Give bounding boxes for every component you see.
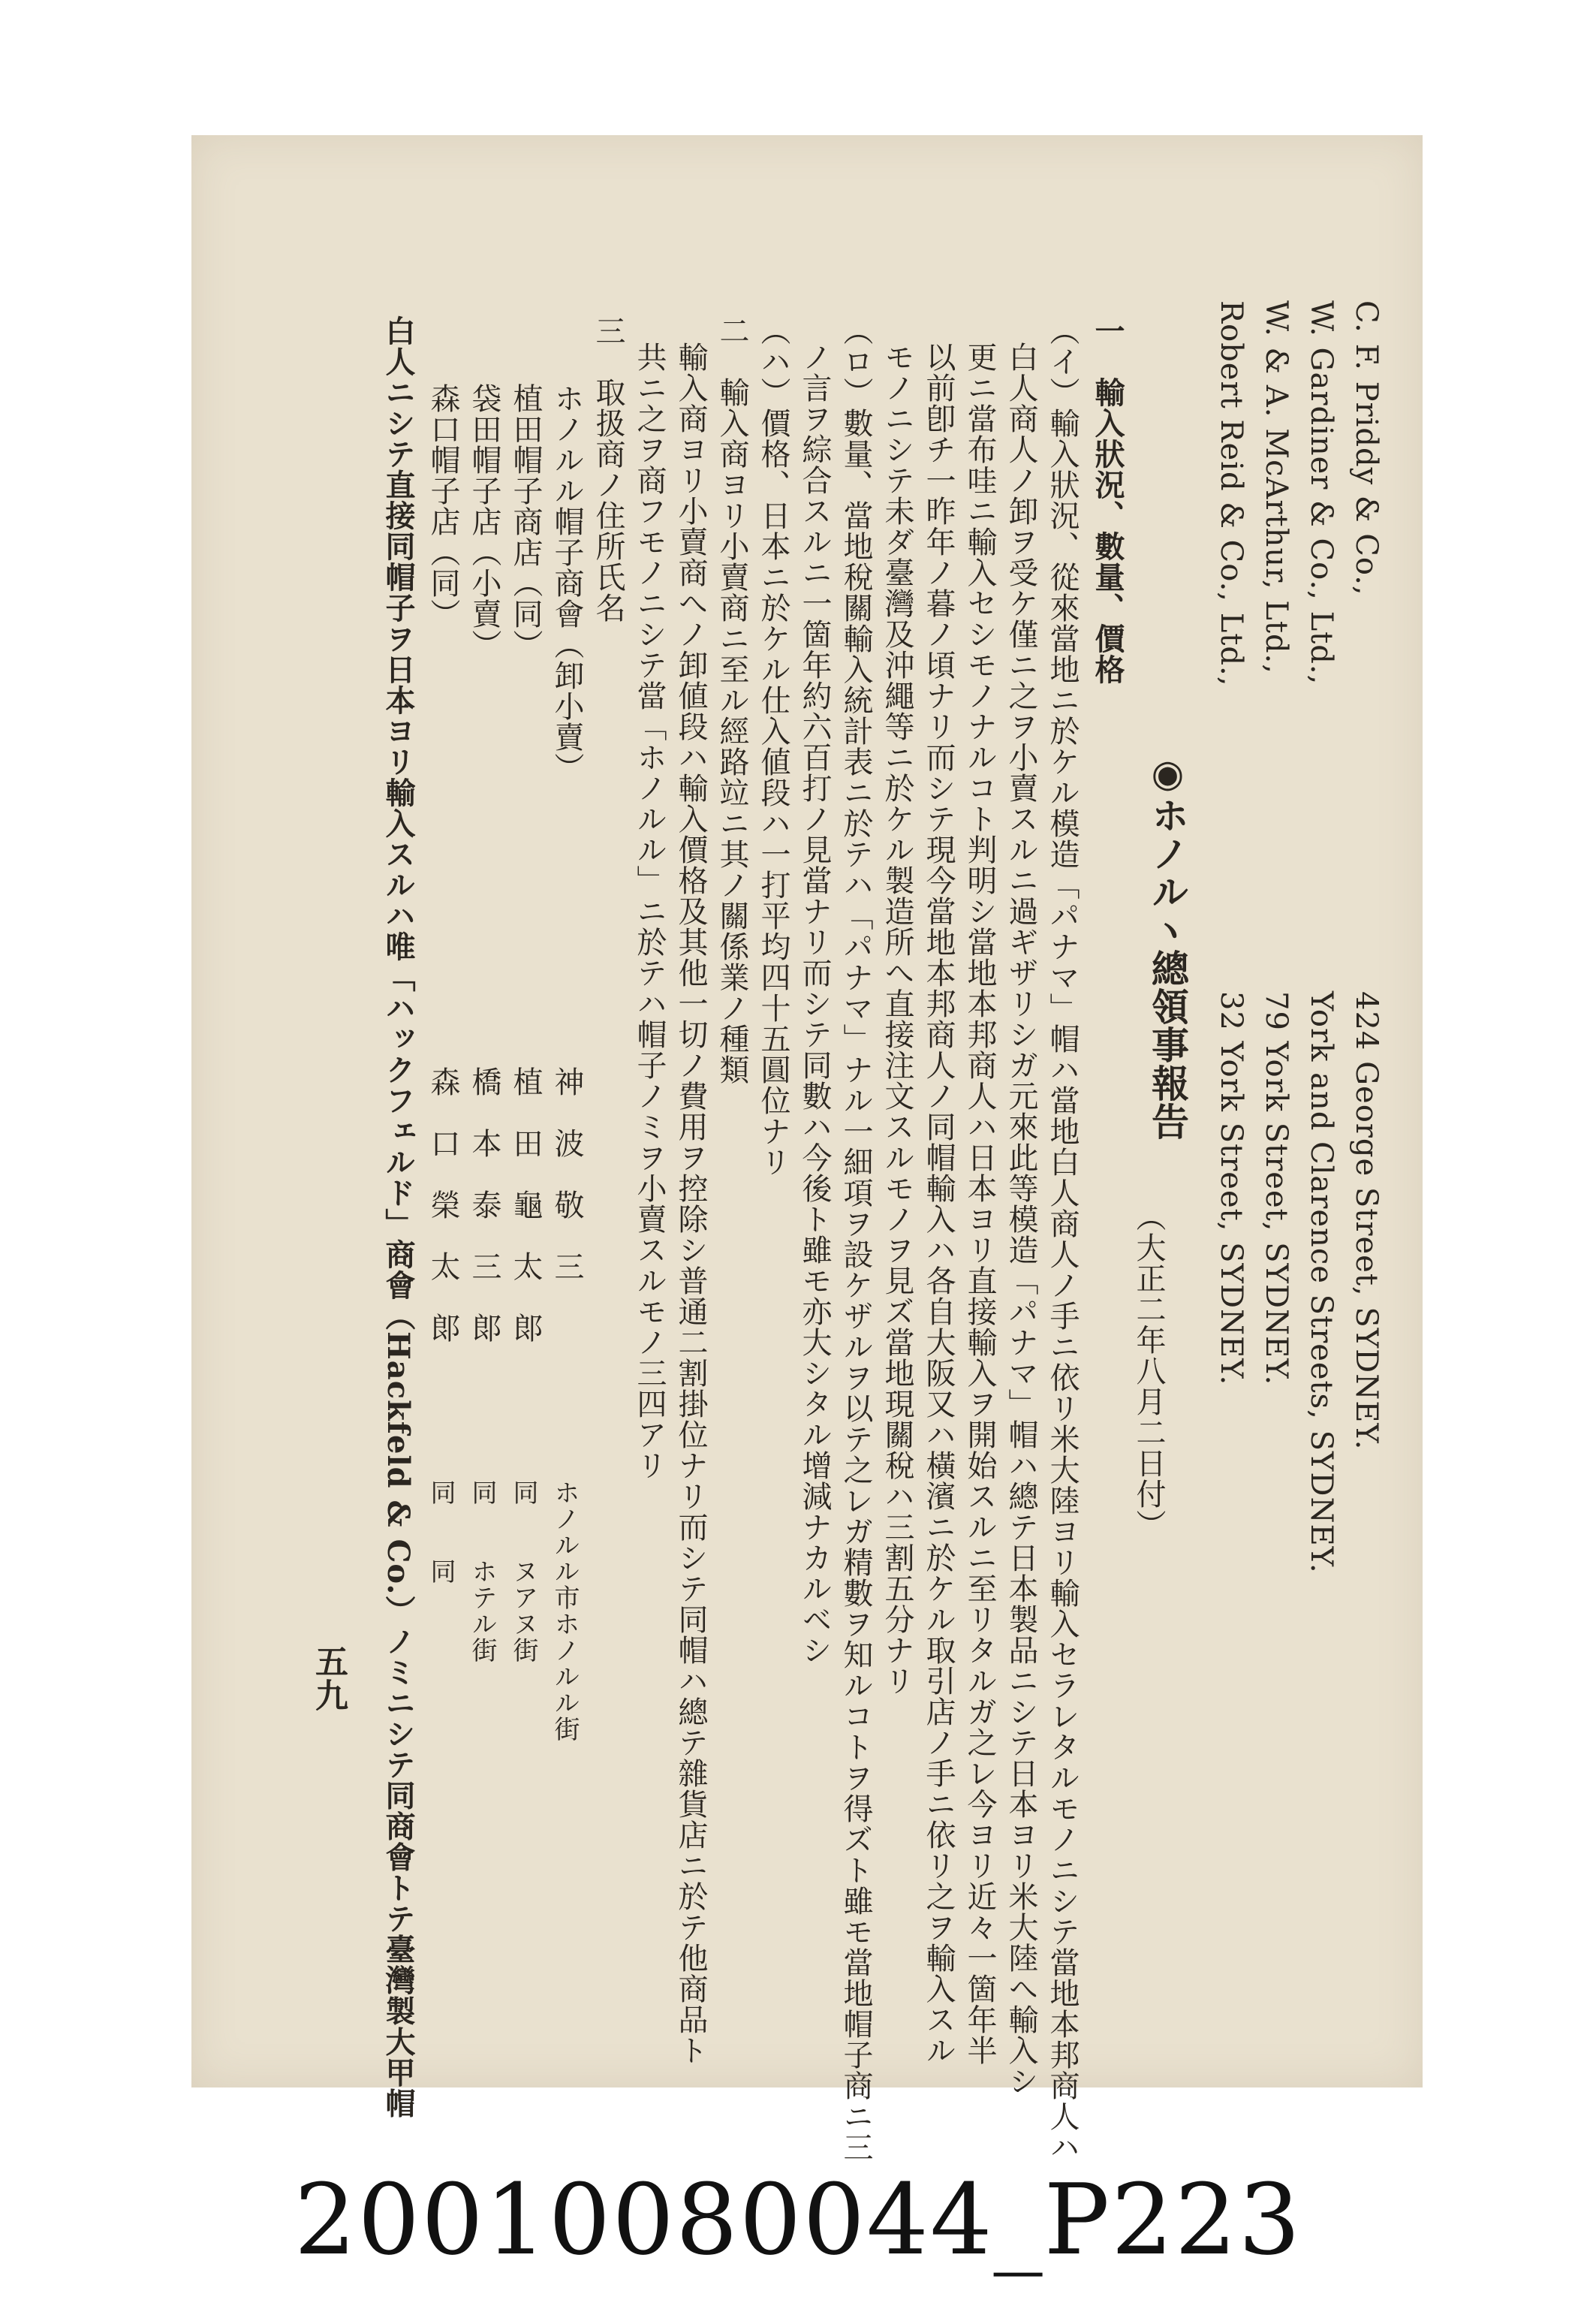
dealer-place: 同 同 (426, 1479, 456, 1584)
section-heading: 一 輸入狀況、數量、價格 (1090, 315, 1125, 685)
dealer-shop: 袋田帽子店（小賣） (467, 383, 501, 660)
document-page (191, 135, 1423, 2163)
address-street: York and Clarence Streets, SYDNEY. (1304, 991, 1339, 1574)
page-number: 五九 (309, 1644, 348, 1712)
dealer-person: 植 田 龜 太 郞 (508, 1066, 543, 1343)
section-heading: 三 取扱商ノ住所氏名 (591, 315, 625, 623)
address-name: Robert Reid & Co., Ltd., (1214, 300, 1248, 687)
paragraph-line: （ロ）數量、當地稅關輸入統計表ニ於テハ「パナマ」ナル一細項ヲ設ケザルヲ以テ之レガ精數ヲ知ルコトヲ得ズト雖モ當地帽子商ニ三 (839, 315, 873, 2163)
report-title: ◉ホノルヽ總領事報告 (1146, 751, 1190, 1141)
paragraph-line: 共ニ之ヲ商フモノニシテ當「ホノルル」ニ於テハ帽子ノミヲ小賣スルモノ三四アリ (632, 342, 667, 1481)
paragraph-line: モノニシテ未ダ臺灣及沖繩等ニ於ケル製造所へ直接注文スルモノヲ見ズ當地現關稅ハ三割五分ナリ (880, 342, 914, 1696)
paragraph-line: 更ニ當布哇ニ輸入セシモノナルコト判明シ當地本邦商人ハ日本ヨリ直接輸入ヲ開始スルニ至リタルガ之レ今ヨリ近々一箇年半 (962, 342, 997, 2066)
address-street: 79 York Street, SYDNEY. (1259, 991, 1293, 1386)
dealer-shop: 植田帽子商店（同） (508, 383, 543, 660)
address-name: C. F. Priddy & Co., (1349, 300, 1384, 596)
dealer-shop: 森口帽子店（同） (426, 383, 460, 629)
address-name: W. & A. McArthur, Ltd., (1259, 300, 1293, 674)
dealer-person: 森 口 榮 太 郞 (426, 1066, 460, 1343)
report-date: （大正二年八月二日付） (1131, 1201, 1166, 1540)
address-name: W. Gardiner & Co., Ltd., (1304, 300, 1339, 686)
paragraph-line: 以前卽チ一昨年ノ暮ノ頃ナリ而シテ現今當地本邦商人ノ同帽輸入ハ各自大阪又ハ橫濱ニ於ケル取引店ノ手ニ依リ之ヲ輸入スル (921, 342, 956, 2066)
paragraph-line: （ハ）價格、日本ニ於ケル仕入値段ハ一打平均四十五圓位ナリ (756, 315, 790, 1177)
address-street: 32 York Street, SYDNEY. (1214, 991, 1248, 1386)
dealer-person: 橋 本 泰 三 郞 (467, 1066, 501, 1343)
dealer-place: 同 ヌアヌ街 (508, 1479, 538, 1663)
dealer-person: 神 波 敬 三 (550, 1066, 584, 1282)
paragraph-line: 白人商人ノ卸ヲ受ケ僅ニ之ヲ小賣スルニ過ギザリシガ元來此等模造「パナマ」帽ハ總テ日本製品ニシテ日本ヨリ米大陸へ輸入シ (1004, 342, 1038, 2097)
address-street: 424 George Street, SYDNEY. (1349, 991, 1384, 1451)
section-heading: 二 輸入商ヨリ小賣商ニ至ル經路竝ニ其ノ關係業ノ種類 (715, 315, 749, 1085)
paragraph-line: ノ言ヲ綜合スルニ一箇年約六百打ノ見當ナリ而シテ同數ハ今後ト雖モ亦大シタル增減ナカルベシ (797, 342, 832, 1665)
dealer-place: 同 ホテル街 (467, 1479, 497, 1663)
paragraph-line: 輸入商ヨリ小賣商へノ卸値段ハ輸入價格及其他一切ノ費用ヲ控除シ普通二割掛位ナリ而シテ同帽ハ總テ雜貨店ニ於テ他商品ト (673, 342, 708, 2066)
dealer-place: ホノルル市ホノルル街 (550, 1479, 580, 1742)
dealer-shop: ホノルル帽子商會（卸小賣） (550, 383, 584, 783)
image-caption: 20010080044_P223 (294, 2163, 1302, 2277)
paragraph-line: 白人ニシテ直接同帽子ヲ日本ヨリ輸入スルハ唯「ハックフェルド」商會（Hackfeld & Co.）ノミニシテ同商會トテ臺灣製大甲帽 (381, 315, 416, 2119)
paragraph-line: （イ）輸入狀況、從來當地ニ於ケル模造「パナマ」帽ハ當地白人商人ノ手ニ依リ米大陸ヨリ輸入セラレタルモノニシテ當地本邦商人ハ (1045, 315, 1080, 2163)
